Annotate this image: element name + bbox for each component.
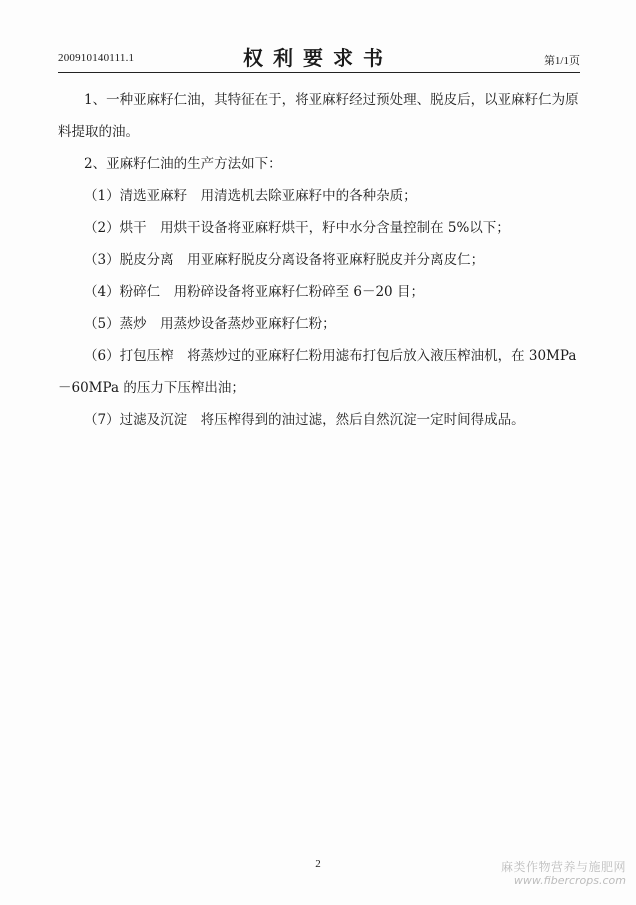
step-2: （2）烘干 用烘干设备将亚麻籽烘干，籽中水分含量控制在 5%以下； [84,220,510,236]
step-3: （3）脱皮分离 用亚麻籽脱皮分离设备将亚麻籽脱皮并分离皮仁； [84,252,485,268]
step-1: （1）清选亚麻籽 用清选机去除亚麻籽中的各种杂质； [84,188,417,204]
step-4: （4）粉碎仁 用粉碎设备将亚麻籽仁粉碎至 6－20 目； [84,284,424,300]
watermark [501,861,626,887]
application-number: 200910140111.1 [58,52,135,64]
step-5: （5）蒸炒 用蒸炒设备蒸炒亚麻籽仁粉； [84,316,336,332]
step-6: （6）打包压榨 将蒸炒过的亚麻籽仁粉用滤布打包后放入液压榨油机，在 30MPa－60MPa 的压力下压榨出油； [58,348,577,396]
page-label: 第1/1页 [543,55,580,67]
step-7: （7）过滤及沉淀 将压榨得到的油过滤，然后自然沉淀一定时间得成品。 [84,412,525,428]
watermark-text: 麻类作物营养与施肥网 [500,860,626,874]
claim-1: 1、一种亚麻籽仁油，其特征在于，将亚麻籽经过预处理、脱皮后，以亚麻籽仁为原料提取的油。 [58,92,579,140]
document-title: 权利要求书 [243,46,393,70]
watermark-url: www.fibercrops.com [513,874,626,887]
page-number: 2 [315,858,321,870]
claims-body [58,84,580,436]
page-header [58,40,580,73]
claim-2-intro: 2、亚麻籽仁油的生产方法如下： [84,156,282,172]
